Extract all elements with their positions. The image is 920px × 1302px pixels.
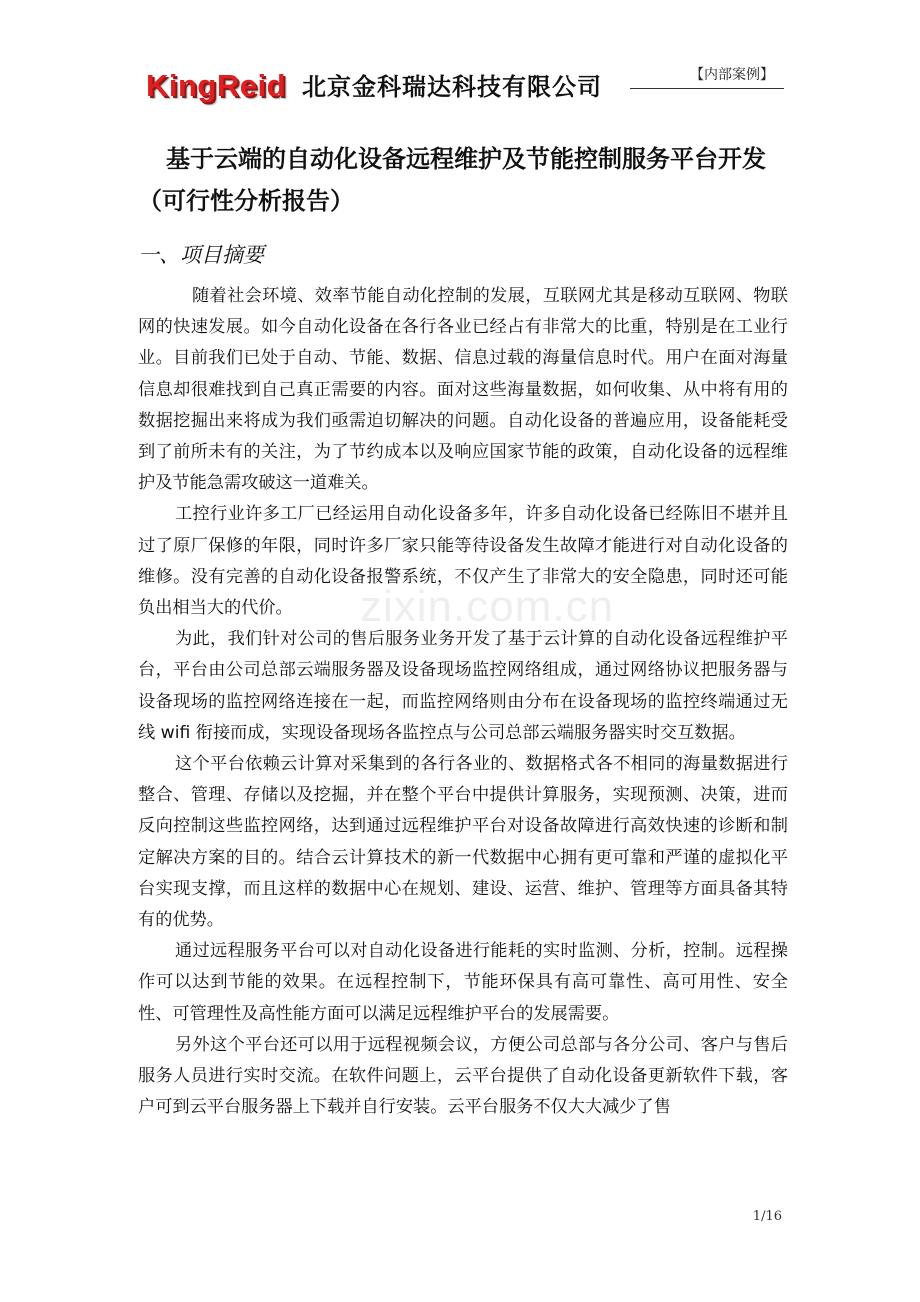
paragraph-2: 工控行业许多工厂已经运用自动化设备多年，许多自动化设备已经陈旧不堪并且过了原厂保修的年限，同时许多厂家只能等待设备发生故障才能进行对自动化设备的维修。没有完善的自动化设备报警系统，不仅产生了非常大的安全隐患，同时还可能负出相当大的代价。 xyxy=(138,504,788,619)
title-line-1: 基于云端的自动化设备远程维护及节能控制服务平台开发 xyxy=(166,145,766,173)
company-name: 北京金科瑞达科技有限公司 xyxy=(302,73,602,101)
body-text xyxy=(138,281,788,1123)
header-rule xyxy=(630,88,784,89)
brand-logo: KingReid xyxy=(146,68,287,103)
paragraph-3: 为此，我们针对公司的售后服务业务开发了基于云计算的自动化设备远程维护平台，平台由公司总部云端服务器及设备现场监控网络组成，通过网络协议把服务器与设备现场的监控网络连接在一起，而监控网络则由分布在设备现场的监控终端通过无线 wifi 衔接而成，实现设备现场各监控点与公司总部云端服务器实时交互数据。 xyxy=(138,629,788,743)
page-header xyxy=(138,66,784,106)
paragraph-6: 另外这个平台还可以用于远程视频会议，方便公司总部与各分公司、客户与售后服务人员进行实时交流。在软件问题上，云平台提供了自动化设备更新软件下载，客户可到云平台服务器上下载并自行安装。云平台服务不仅大大减少了售 xyxy=(138,1034,788,1118)
paragraph-5: 通过远程服务平台可以对自动化设备进行能耗的实时监测、分析，控制。远程操作可以达到节能的效果。在远程控制下，节能环保具有高可靠性、高可用性、安全性、可管理性及高性能方面可以满足远程维护平台的发展需要。 xyxy=(138,941,788,1024)
section-heading: 一、项目摘要 xyxy=(138,243,264,267)
paragraph-1: 随着社会环境、效率节能自动化控制的发展，互联网尤其是移动互联网、物联网的快速发展。如今自动化设备在各行各业已经占有非常大的比重，特别是在工业行业。目前我们已处于自动、节能、数据、信息过载的海量信息时代。用户在面对海量信息却很难找到自己真正需要的内容。面对这些海量数据，如何收集、从中将有用的数据挖掘出来将成为我们亟需迫切解决的问题。自动化设备的普遍应用，设备能耗受到了前所未有的关注，为了节约成本以及响应国家节能的政策，自动化设备的远程维护及节能急需攻破这一道难关。 xyxy=(138,286,788,494)
page-number: 1/16 xyxy=(752,1209,782,1224)
paragraph-4: 这个平台依赖云计算对采集到的各行各业的、数据格式各不相同的海量数据进行整合、管理、存储以及挖掘，并在整个平台中提供计算服务，实现预测、决策，进而反向控制这些监控网络，达到通过远程维护平台对设备故障进行高效快速的诊断和制定解决方案的目的。结合云计算技术的新一代数据中心拥有更可靠和严谨的虚拟化平台实现支撑，而且这样的数据中心在规划、建设、运营、维护、管理等方面具备其特有的优势。 xyxy=(138,754,788,931)
title-line-2: （可行性分析报告） xyxy=(138,187,354,215)
internal-case-tag: 【内部案例】 xyxy=(690,67,774,83)
watermark: zixin.com.cn xyxy=(360,582,615,631)
document-title xyxy=(138,138,788,222)
